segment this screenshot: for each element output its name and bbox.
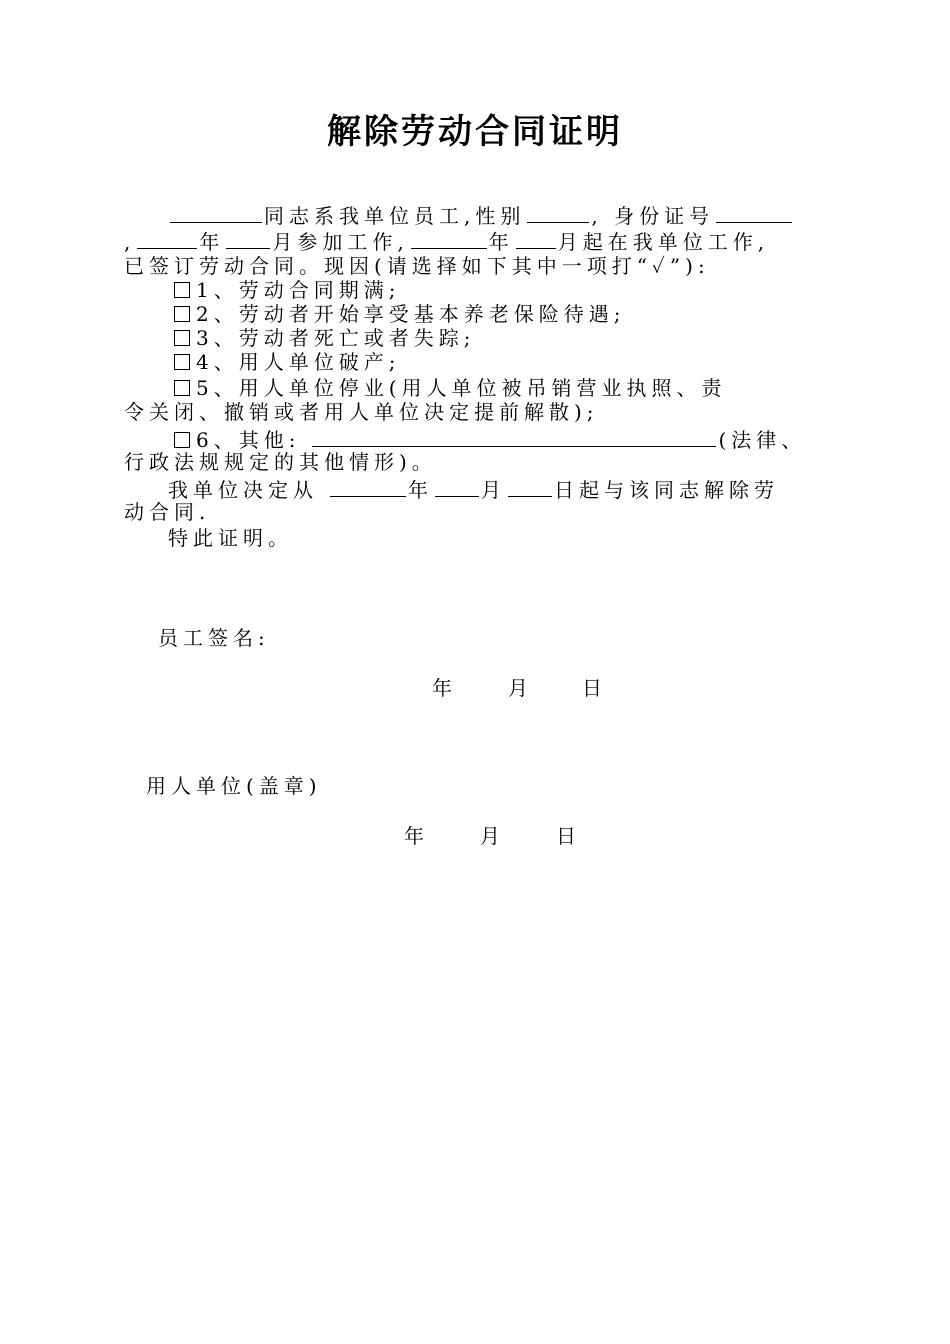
termination-month-blank[interactable] xyxy=(435,476,479,497)
intro-line-3: 已签订劳动合同。现因(请选择如下其中一项打“✓”): xyxy=(124,254,710,278)
closing-statement: 特此证明。 xyxy=(168,526,293,550)
option-6: 6、其他: (法律、 xyxy=(174,426,806,452)
option-3-checkbox[interactable] xyxy=(174,330,190,346)
employer-sign-year: 年 xyxy=(404,824,429,848)
option-5-checkbox[interactable] xyxy=(174,380,190,396)
option-1: 1、劳动合同期满; xyxy=(174,278,400,302)
employee-sign-day: 日 xyxy=(582,676,607,700)
option-6-checkbox[interactable] xyxy=(174,432,190,448)
other-reason-blank[interactable] xyxy=(312,426,716,447)
employer-sign-month: 月 xyxy=(480,824,505,848)
option-4-checkbox[interactable] xyxy=(174,354,190,370)
option-4: 4、用人单位破产; xyxy=(174,350,400,374)
join-month-blank[interactable] xyxy=(226,228,270,249)
id-number-blank[interactable] xyxy=(716,202,792,223)
option-5-continuation: 令关闭、撤销或者用人单位决定提前解散); xyxy=(124,400,599,424)
option-2-checkbox[interactable] xyxy=(174,306,190,322)
intro-line-1: 同志系我单位员工,性别 , 身份证号 xyxy=(168,202,794,228)
employer-seal-label: 用人单位(盖章) xyxy=(146,774,322,798)
option-2: 2、劳动者开始享受基本养老保险待遇; xyxy=(174,302,625,326)
decision-line: 我单位决定从 年 月 日起与该同志解除劳 xyxy=(168,478,779,502)
termination-year-blank[interactable] xyxy=(330,476,406,497)
gender-blank[interactable] xyxy=(527,202,589,223)
join-year-blank[interactable] xyxy=(137,228,197,249)
employee-signature-label: 员工签名: xyxy=(158,626,270,650)
employer-sign-day: 日 xyxy=(556,824,581,848)
start-year-blank[interactable] xyxy=(411,228,487,249)
intro-line-2: , 年 月参加工作, 年 月起在我单位工作, xyxy=(124,230,770,254)
employee-sign-year: 年 xyxy=(432,676,457,700)
employee-sign-month: 月 xyxy=(508,676,533,700)
option-5: 5、用人单位停业(用人单位被吊销营业执照、责 xyxy=(174,376,727,400)
option-1-checkbox[interactable] xyxy=(174,282,190,298)
decision-continuation: 动合同. xyxy=(124,500,211,524)
employee-name-blank[interactable] xyxy=(170,202,262,223)
start-month-blank[interactable] xyxy=(516,228,556,249)
option-6-continuation: 行政法规规定的其他情形)。 xyxy=(124,450,437,474)
document-title: 解除劳动合同证明 xyxy=(327,112,623,152)
option-3: 3、劳动者死亡或者失踪; xyxy=(174,326,475,350)
termination-day-blank[interactable] xyxy=(508,476,552,497)
